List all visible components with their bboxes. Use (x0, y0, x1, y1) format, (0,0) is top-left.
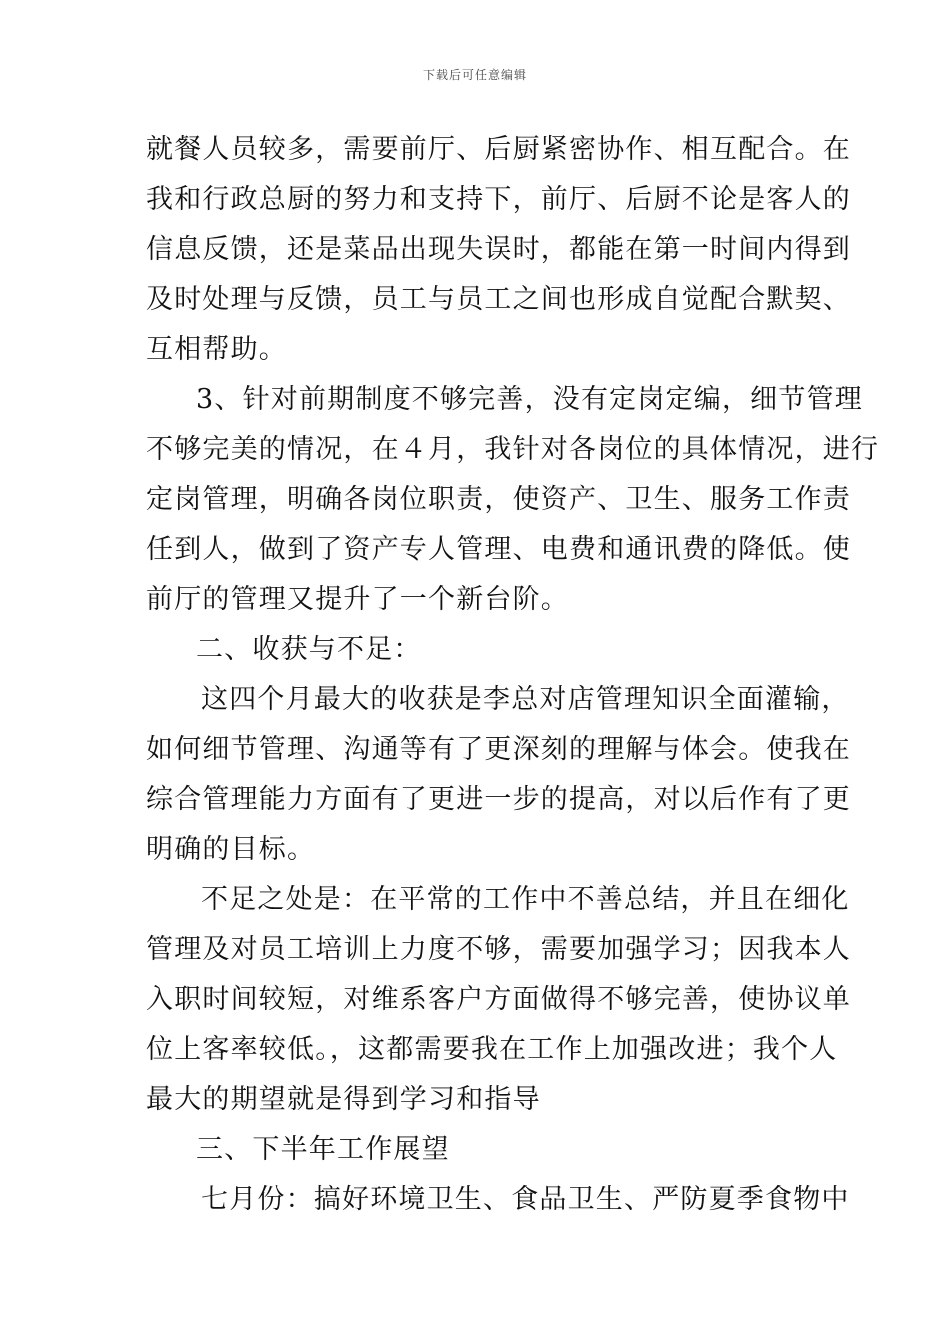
paragraph-line: 如何细节管理、沟通等有了更深刻的理解与体会。使我在 (146, 734, 851, 765)
paragraph-line: 前厅的管理又提升了一个新台阶。 (146, 584, 569, 615)
paragraph-line: 七月份：搞好环境卫生、食品卫生、严防夏季食物中 (201, 1184, 850, 1215)
header-note: 下载后可任意编辑 (422, 68, 527, 82)
paragraph-line: 及时处理与反馈，员工与员工之间也形成自觉配合默契、 (146, 284, 851, 315)
paragraph-line: 管理及对员工培训上力度不够，需要加强学习；因我本人 (146, 934, 851, 965)
paragraph-line: 位上客率较低。，这都需要我在工作上加强改进；我个人 (146, 1034, 838, 1065)
section-heading: 二、收获与不足： (196, 634, 422, 665)
paragraph-line: 互相帮助。 (146, 334, 287, 365)
paragraph-line: 任到人，做到了资产专人管理、电费和通讯费的降低。使 (146, 534, 851, 565)
paragraph-line: 信息反馈，还是菜品出现失误时，都能在第一时间内得到 (146, 234, 851, 265)
section-heading: 三、下半年工作展望 (196, 1134, 450, 1165)
paragraph-line: 不足之处是：在平常的工作中不善总结，并且在细化 (201, 884, 850, 915)
paragraph-line: 不够完美的情况，在４月，我针对各岗位的具体情况，进行 (146, 434, 880, 465)
paragraph-line: 就餐人员较多，需要前厅、后厨紧密协作、相互配合。在 (146, 134, 851, 165)
paragraph-line: 明确的目标。 (146, 834, 316, 865)
paragraph-line: 入职时间较短，对维系客户方面做得不够完善，使协议单 (146, 984, 851, 1015)
paragraph-line: 我和行政总厨的努力和支持下，前厅、后厨不论是客人的 (146, 184, 851, 215)
paragraph-line: 这四个月最大的收获是李总对店管理知识全面灌输， (201, 684, 850, 715)
paragraph-line: 定岗管理，明确各岗位职责，使资产、卫生、服务工作责 (146, 484, 851, 515)
paragraph-line: 综合管理能力方面有了更进一步的提高，对以后作有了更 (146, 784, 851, 815)
paragraph-line: 3、针对前期制度不够完善，没有定岗定编，细节管理 (196, 384, 863, 415)
paragraph-line: 最大的期望就是得到学习和指导 (146, 1084, 541, 1115)
